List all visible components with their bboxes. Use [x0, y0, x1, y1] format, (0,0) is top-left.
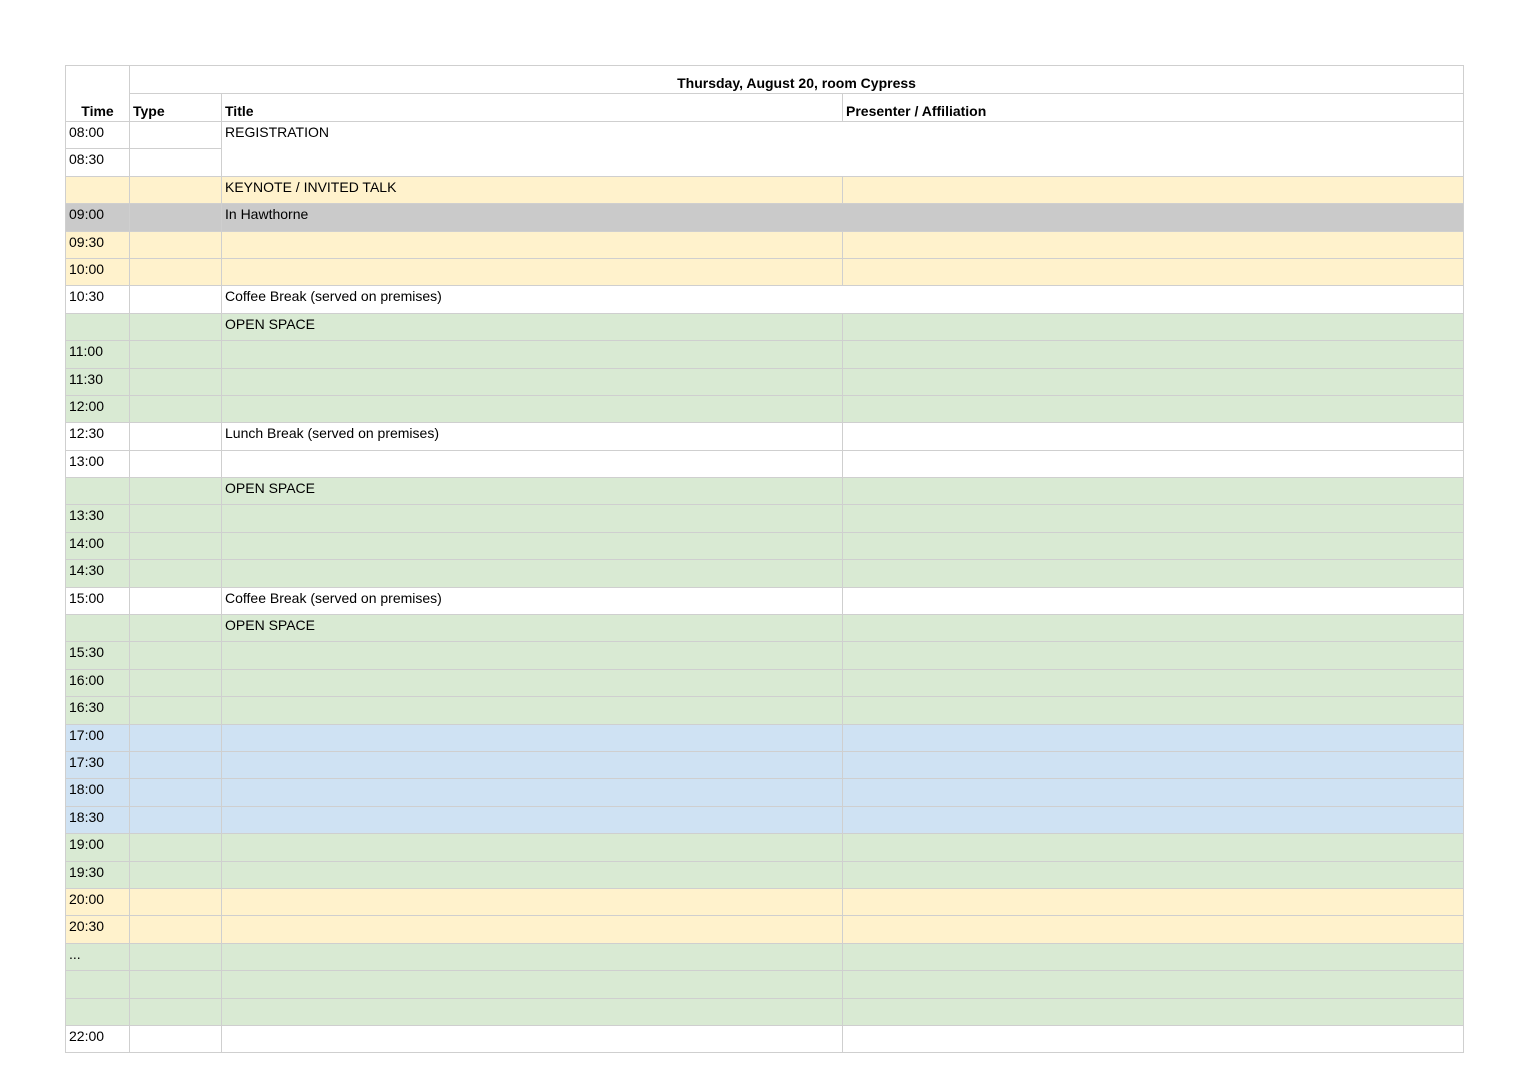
type-cell[interactable] [130, 888, 222, 915]
type-cell[interactable] [130, 779, 222, 806]
time-cell: 11:30 [66, 368, 130, 395]
title-cell[interactable]: Coffee Break (served on premises) [222, 286, 1464, 313]
table-row [66, 587, 1464, 614]
time-cell: 08:00 [66, 122, 130, 149]
presenter-cell[interactable] [843, 724, 1464, 751]
time-cell [66, 478, 130, 505]
time-cell: 08:30 [66, 149, 130, 176]
time-cell: 13:00 [66, 450, 130, 477]
type-cell[interactable] [130, 806, 222, 833]
title-cell[interactable] [222, 669, 843, 696]
time-cell [66, 971, 130, 998]
title-cell[interactable]: OPEN SPACE [222, 313, 843, 340]
type-cell[interactable] [130, 286, 222, 313]
table-row [66, 615, 1464, 642]
time-cell: 19:30 [66, 861, 130, 888]
day-room-title: Thursday, August 20, room Cypress [130, 66, 1464, 94]
type-column-header: Type [130, 94, 222, 122]
table-row [66, 916, 1464, 943]
presenter-cell[interactable] [843, 505, 1464, 532]
time-cell: 09:00 [66, 204, 130, 231]
time-cell: 13:30 [66, 505, 130, 532]
presenter-cell[interactable] [843, 615, 1464, 642]
presenter-cell[interactable] [843, 423, 1464, 450]
time-cell: 17:30 [66, 751, 130, 778]
table-row [66, 313, 1464, 340]
title-cell[interactable] [222, 751, 843, 778]
title-cell[interactable]: OPEN SPACE [222, 615, 843, 642]
table-row [66, 697, 1464, 724]
time-cell: 12:30 [66, 423, 130, 450]
type-cell[interactable] [130, 313, 222, 340]
table-row [66, 505, 1464, 532]
title-cell[interactable] [222, 231, 843, 258]
table-row [66, 751, 1464, 778]
presenter-cell[interactable] [843, 231, 1464, 258]
time-cell: 18:00 [66, 779, 130, 806]
table-row [66, 286, 1464, 313]
table-row [66, 669, 1464, 696]
table-row [66, 943, 1464, 970]
title-cell[interactable] [222, 697, 843, 724]
time-cell: 20:30 [66, 916, 130, 943]
time-cell: 16:30 [66, 697, 130, 724]
table-row [66, 560, 1464, 587]
presenter-cell[interactable] [843, 532, 1464, 559]
table-row [66, 423, 1464, 450]
title-cell[interactable] [222, 1025, 843, 1052]
type-cell[interactable] [130, 231, 222, 258]
title-cell[interactable] [222, 943, 843, 970]
table-row [66, 176, 1464, 203]
presenter-cell[interactable] [843, 395, 1464, 422]
type-cell[interactable] [130, 532, 222, 559]
table-row [66, 395, 1464, 422]
table-row [66, 341, 1464, 368]
type-cell[interactable] [130, 697, 222, 724]
time-cell: 20:00 [66, 888, 130, 915]
time-cell: 10:00 [66, 258, 130, 285]
type-cell[interactable] [130, 560, 222, 587]
type-cell[interactable] [130, 669, 222, 696]
presenter-cell[interactable] [843, 971, 1464, 998]
title-cell[interactable] [222, 888, 843, 915]
type-cell[interactable] [130, 204, 222, 231]
title-column-header: Title [222, 94, 843, 122]
time-cell: 14:00 [66, 532, 130, 559]
table-row [66, 368, 1464, 395]
title-cell[interactable] [222, 998, 843, 1025]
table-row [66, 971, 1464, 998]
time-cell: 18:30 [66, 806, 130, 833]
table-row [66, 834, 1464, 861]
registration-title-cell[interactable]: REGISTRATION [222, 122, 1464, 177]
presenter-cell[interactable] [843, 478, 1464, 505]
presenter-cell[interactable] [843, 669, 1464, 696]
presenter-cell[interactable] [843, 341, 1464, 368]
type-cell[interactable] [130, 861, 222, 888]
presenter-cell[interactable] [843, 751, 1464, 778]
time-cell [66, 176, 130, 203]
type-cell[interactable] [130, 341, 222, 368]
title-cell[interactable] [222, 341, 843, 368]
type-cell[interactable] [130, 587, 222, 614]
type-cell[interactable] [130, 258, 222, 285]
type-cell[interactable] [130, 971, 222, 998]
time-cell: 19:00 [66, 834, 130, 861]
time-cell: 17:00 [66, 724, 130, 751]
presenter-cell[interactable] [843, 1025, 1464, 1052]
title-cell[interactable]: Coffee Break (served on premises) [222, 587, 843, 614]
title-cell[interactable] [222, 450, 843, 477]
time-cell: ... [66, 943, 130, 970]
title-cell[interactable]: Lunch Break (served on premises) [222, 423, 843, 450]
title-cell[interactable] [222, 505, 843, 532]
presenter-cell[interactable] [843, 313, 1464, 340]
presenter-cell[interactable] [843, 642, 1464, 669]
title-cell[interactable] [222, 532, 843, 559]
type-cell[interactable] [130, 505, 222, 532]
type-cell[interactable] [130, 122, 222, 149]
title-cell[interactable] [222, 724, 843, 751]
table-row [66, 122, 1464, 149]
time-cell: 22:00 [66, 1025, 130, 1052]
presenter-cell[interactable] [843, 258, 1464, 285]
type-cell[interactable] [130, 1025, 222, 1052]
type-cell[interactable] [130, 423, 222, 450]
presenter-cell[interactable] [843, 450, 1464, 477]
table-row [66, 724, 1464, 751]
title-cell[interactable] [222, 368, 843, 395]
table-row [66, 888, 1464, 915]
type-cell[interactable] [130, 615, 222, 642]
title-cell[interactable] [222, 779, 843, 806]
title-cell[interactable] [222, 971, 843, 998]
table-row [66, 861, 1464, 888]
type-cell[interactable] [130, 998, 222, 1025]
time-cell: 15:00 [66, 587, 130, 614]
table-row [66, 779, 1464, 806]
table-row [66, 258, 1464, 285]
table-row [66, 204, 1464, 231]
time-cell: 12:00 [66, 395, 130, 422]
type-cell[interactable] [130, 478, 222, 505]
schedule-sheet [65, 65, 1463, 1053]
title-cell[interactable]: KEYNOTE / INVITED TALK [222, 176, 843, 203]
title-cell[interactable] [222, 258, 843, 285]
table-row [66, 1025, 1464, 1052]
type-cell[interactable] [130, 642, 222, 669]
table-row [66, 642, 1464, 669]
time-cell: 15:30 [66, 642, 130, 669]
time-cell: 14:30 [66, 560, 130, 587]
time-cell [66, 615, 130, 642]
title-cell[interactable]: In Hawthorne [222, 204, 1464, 231]
table-row [66, 806, 1464, 833]
presenter-cell[interactable] [843, 834, 1464, 861]
presenter-cell[interactable] [843, 888, 1464, 915]
type-cell[interactable] [130, 368, 222, 395]
type-cell[interactable] [130, 751, 222, 778]
presenter-cell[interactable] [843, 916, 1464, 943]
title-cell[interactable] [222, 861, 843, 888]
table-row [66, 998, 1464, 1025]
table-row [66, 478, 1464, 505]
time-cell [66, 998, 130, 1025]
presenter-cell[interactable] [843, 779, 1464, 806]
type-cell[interactable] [130, 176, 222, 203]
type-cell[interactable] [130, 450, 222, 477]
table-row [66, 450, 1464, 477]
title-cell[interactable]: OPEN SPACE [222, 478, 843, 505]
type-cell[interactable] [130, 724, 222, 751]
title-cell[interactable] [222, 834, 843, 861]
time-cell [66, 313, 130, 340]
type-cell[interactable] [130, 943, 222, 970]
title-cell[interactable] [222, 916, 843, 943]
presenter-cell[interactable] [843, 176, 1464, 203]
table-row [66, 231, 1464, 258]
presenter-cell[interactable] [843, 560, 1464, 587]
type-cell[interactable] [130, 149, 222, 176]
title-cell[interactable] [222, 395, 843, 422]
time-cell: 10:30 [66, 286, 130, 313]
presenter-cell[interactable] [843, 368, 1464, 395]
presenter-cell[interactable] [843, 998, 1464, 1025]
presenter-cell[interactable] [843, 943, 1464, 970]
title-cell[interactable] [222, 560, 843, 587]
title-cell[interactable] [222, 806, 843, 833]
presenter-cell[interactable] [843, 587, 1464, 614]
type-cell[interactable] [130, 916, 222, 943]
time-cell: 11:00 [66, 341, 130, 368]
title-cell[interactable] [222, 642, 843, 669]
time-cell: 09:30 [66, 231, 130, 258]
type-cell[interactable] [130, 834, 222, 861]
time-cell: 16:00 [66, 669, 130, 696]
presenter-cell[interactable] [843, 806, 1464, 833]
type-cell[interactable] [130, 395, 222, 422]
presenter-cell[interactable] [843, 861, 1464, 888]
schedule-table [65, 65, 1464, 1053]
time-column-header: Time [66, 66, 130, 122]
presenter-column-header: Presenter / Affiliation [843, 94, 1464, 122]
table-row [66, 532, 1464, 559]
presenter-cell[interactable] [843, 697, 1464, 724]
